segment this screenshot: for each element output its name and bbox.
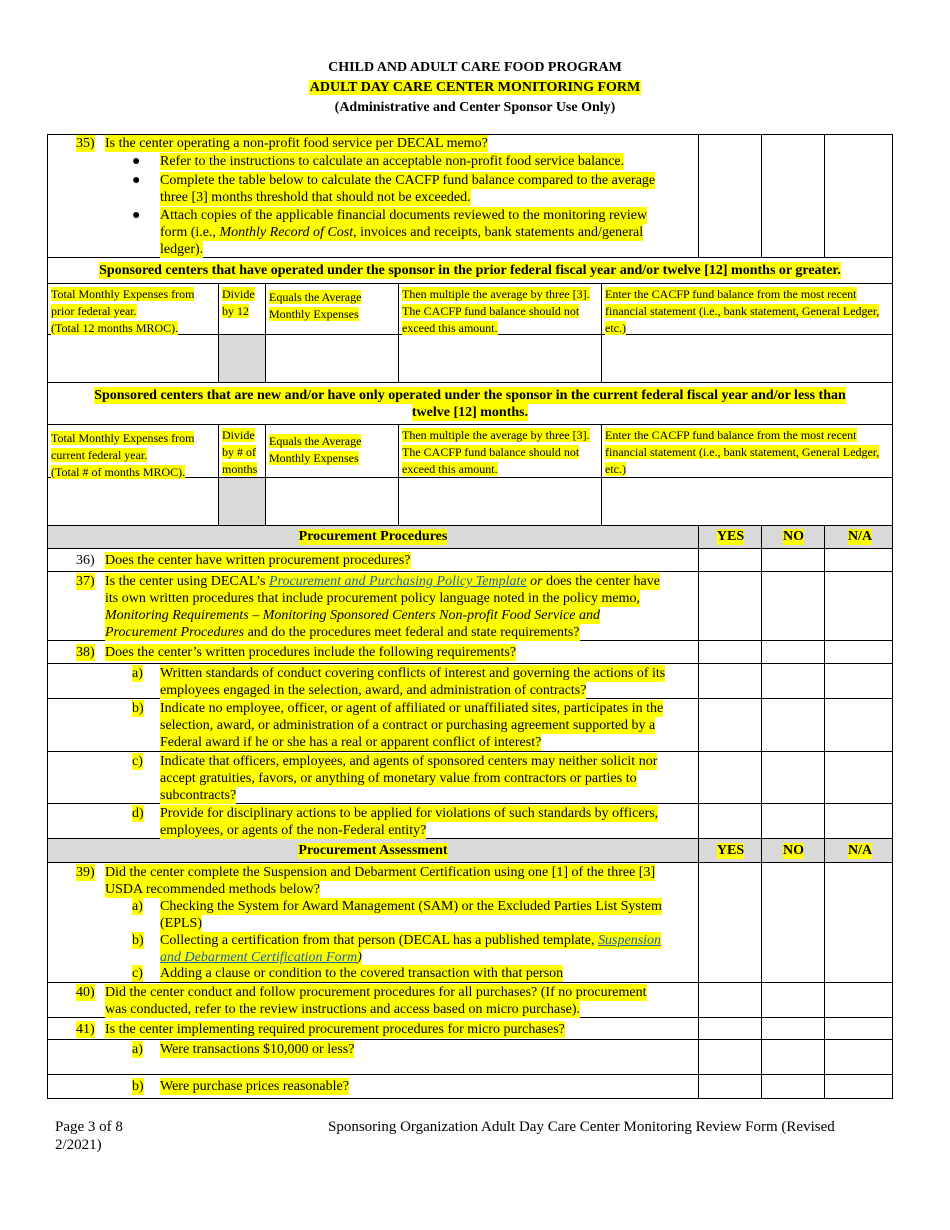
question-37-row: 37) Is the center using DECAL’s Procurement and Purchasing Policy Template or does the center have its own written procedures that include procurement policy language noted in the policy memo, Monitoring Requirements – Monitoring Sponsored Centers Non-profit Food Service and Procurement Procedures and do the procedures meet federal and state requirements? [47,572,893,641]
question-number: 35) [76,136,95,151]
na-checkbox[interactable] [824,664,895,698]
bullet-icon: ● [132,173,141,188]
na-checkbox[interactable] [824,572,895,640]
no-checkbox[interactable] [761,752,825,803]
no-label: NO [783,842,804,858]
question-38-row [47,641,893,664]
na-checkbox[interactable] [824,804,895,838]
no-checkbox[interactable] [761,549,825,571]
current-year-table-inputs [47,478,893,526]
page-footer-left [55,1118,123,1154]
yes-checkbox[interactable] [698,549,762,571]
na-checkbox[interactable] [824,135,895,257]
no-checkbox[interactable] [761,804,825,838]
threshold-input[interactable] [398,478,601,525]
na-checkbox[interactable] [824,983,895,1017]
bullet-text: Complete the table below to calculate the CACFP fund balance compared to the average [160,173,656,188]
total-expenses-input[interactable] [48,478,218,525]
yes-checkbox[interactable] [698,1018,762,1039]
na-checkbox[interactable] [824,1018,895,1039]
na-checkbox[interactable] [824,641,895,663]
bullet-text: form (i.e., Monthly Record of Cost, invoices and receipts, bank statements and/general [160,225,644,240]
na-label: N/A [847,842,873,858]
bullet-icon: ● [132,208,141,223]
yes-checkbox[interactable] [698,135,762,257]
no-checkbox[interactable] [761,1075,825,1098]
question-text: Does the center have written procurement procedures? [105,553,411,568]
question-38b-row: b) Indicate no employee, officer, or agent of affiliated or unaffiliated sites, participates in the selection, award, or administration of a contract or purchasing agreement supported by a Federal award if he or she has a real or apparent conflict of interest? [47,699,893,752]
procurement-procedures-header: Procurement Procedures YES NO N/A [47,526,893,549]
na-checkbox[interactable] [824,1075,895,1098]
yes-checkbox[interactable] [698,641,762,663]
question-number: 39) [76,865,95,880]
no-checkbox[interactable] [761,641,825,663]
revision-date: 2/2021) [55,1137,102,1153]
question-number: 41) [76,1022,95,1037]
yes-checkbox[interactable] [698,699,762,751]
average-expenses-input[interactable] [265,478,398,525]
question-35-block [47,134,893,1099]
question-38c-row: c) Indicate that officers, employees, and agents of sponsored centers may neither solicit nor accept gratuities, favors, or anything of monetary value from contractors or parties to subcontracts? [47,752,893,804]
form-header [0,58,950,118]
fund-balance-input[interactable] [601,335,892,382]
bullet-icon: ● [132,154,141,169]
no-checkbox[interactable] [761,572,825,640]
suspension-form-link[interactable]: and Debarment Certification Form [160,950,358,965]
divide-cell [218,335,265,382]
yes-checkbox[interactable] [698,1040,762,1074]
prior-year-table-header: Total Monthly Expenses from prior federal year. (Total 12 months MROC). Divide by 12 Equals the Average Monthly Expenses Then multiple the average by three [3]. The CACFP fund balance should not exceed this amount. Enter the CACFP fund balance from the most recent financial statement (i.e., bank statement, General Ledger, etc.) [47,284,893,335]
prior-year-banner: Sponsored centers that have operated under the sponsor in the prior federal fiscal year and/or twelve [12] months or greater. [47,258,893,284]
question-number: 40) [76,985,95,1000]
procurement-template-link[interactable]: Procurement and Purchasing Policy Template [268,574,527,589]
bullet-text: Attach copies of the applicable financial documents reviewed to the monitoring review [160,208,648,223]
no-checkbox[interactable] [761,983,825,1017]
average-expenses-input[interactable] [265,335,398,382]
bullet-text: Refer to the instructions to calculate an acceptable non-profit food service balance. [160,154,625,169]
fund-balance-input[interactable] [601,478,892,525]
question-40-row: 40) Did the center conduct and follow procurement procedures for all purchases? (If no procurement was conducted, refer to the review instructions and access based on micro purchase). [47,983,893,1018]
yes-checkbox[interactable] [698,572,762,640]
no-checkbox[interactable] [761,699,825,751]
na-checkbox[interactable] [824,549,895,571]
no-checkbox[interactable] [761,1018,825,1039]
yes-label: YES [716,842,745,858]
na-checkbox[interactable] [824,752,895,803]
yes-checkbox[interactable] [698,804,762,838]
current-year-table-header: Total Monthly Expenses from current federal year. (Total # of months MROC). Divide by # of months Equals the Average Monthly Expenses Then multiple the average by three [3]. The CACFP fund balance should not exceed this amount. Enter the CACFP fund balance from the most recent financial statement (i.e., bank statement, General Ledger, etc.) [47,425,893,478]
total-expenses-input[interactable] [48,335,218,382]
yes-checkbox[interactable] [698,983,762,1017]
question-39-row: 39) Did the center complete the Suspension and Debarment Certification using one [1] of the three [3] USDA recommended methods below? a) Checking the System for Award Management (SAM) or the Excluded Parties List System (EPLS) b) Collecting a certification from that person (DECAL has a published template, Suspension and Debarment Certification Form) c) Adding a clause or condition to the covered transaction with that person [47,863,893,983]
yes-checkbox[interactable] [698,863,762,982]
yes-checkbox[interactable] [698,1075,762,1098]
yes-checkbox[interactable] [698,752,762,803]
no-checkbox[interactable] [761,135,825,257]
suspension-form-link[interactable]: Suspension [598,933,662,948]
form-title: ADULT DAY CARE CENTER MONITORING FORM [309,80,641,95]
form-subtitle: (Administrative and Center Sponsor Use Only) [334,100,616,115]
no-label: NO [783,529,804,544]
question-number: 38) [76,645,95,660]
form-name-footer: Sponsoring Organization Adult Day Care Center Monitoring Review Form (Revised [328,1119,835,1135]
yes-label: YES [716,529,745,544]
bullet-text: ledger). [160,242,204,257]
no-checkbox[interactable] [761,664,825,698]
question-text: Does the center’s written procedures include the following requirements? [105,645,517,660]
na-checkbox[interactable] [824,699,895,751]
question-38a-row: a) Written standards of conduct covering conflicts of interest and governing the actions of its employees engaged in the selection, award, and administration of contracts? [47,664,893,699]
page-number: Page 3 of 8 [55,1119,123,1135]
bullet-text: three [3] months threshold that should not be exceeded. [160,190,471,205]
question-41a-row: a) Were transactions $10,000 or less? [47,1040,893,1075]
procurement-assessment-header: Procurement Assessment YES NO N/A [47,839,893,863]
na-checkbox[interactable] [824,863,895,982]
question-text: Is the center using DECAL’s Procurement and Purchasing Policy Template or does the center have [105,574,660,589]
question-text: Is the center operating a non-profit food service per DECAL memo? [105,136,488,151]
question-38d-row: d) Provide for disciplinary actions to be applied for violations of such standards by officers, employees, or agents of the non-Federal entity? [47,804,893,839]
no-checkbox[interactable] [761,863,825,982]
question-number: 37) [76,574,95,589]
question-41b-row: b) Were purchase prices reasonable? [47,1075,893,1099]
yes-checkbox[interactable] [698,664,762,698]
prior-year-table-inputs [47,335,893,383]
na-checkbox[interactable] [824,1040,895,1074]
current-year-banner: Sponsored centers that are new and/or have only operated under the sponsor in the current federal fiscal year and/or less than twelve [12] months. [47,383,893,425]
na-label: N/A [847,529,873,544]
question-number: 36) [76,553,95,568]
threshold-input[interactable] [398,335,601,382]
question-36-row [47,549,893,572]
divide-cell [218,478,265,525]
question-41-row: 41) Is the center implementing required procurement procedures for micro purchases? [47,1018,893,1040]
no-checkbox[interactable] [761,1040,825,1074]
program-title: CHILD AND ADULT CARE FOOD PROGRAM [328,60,622,75]
